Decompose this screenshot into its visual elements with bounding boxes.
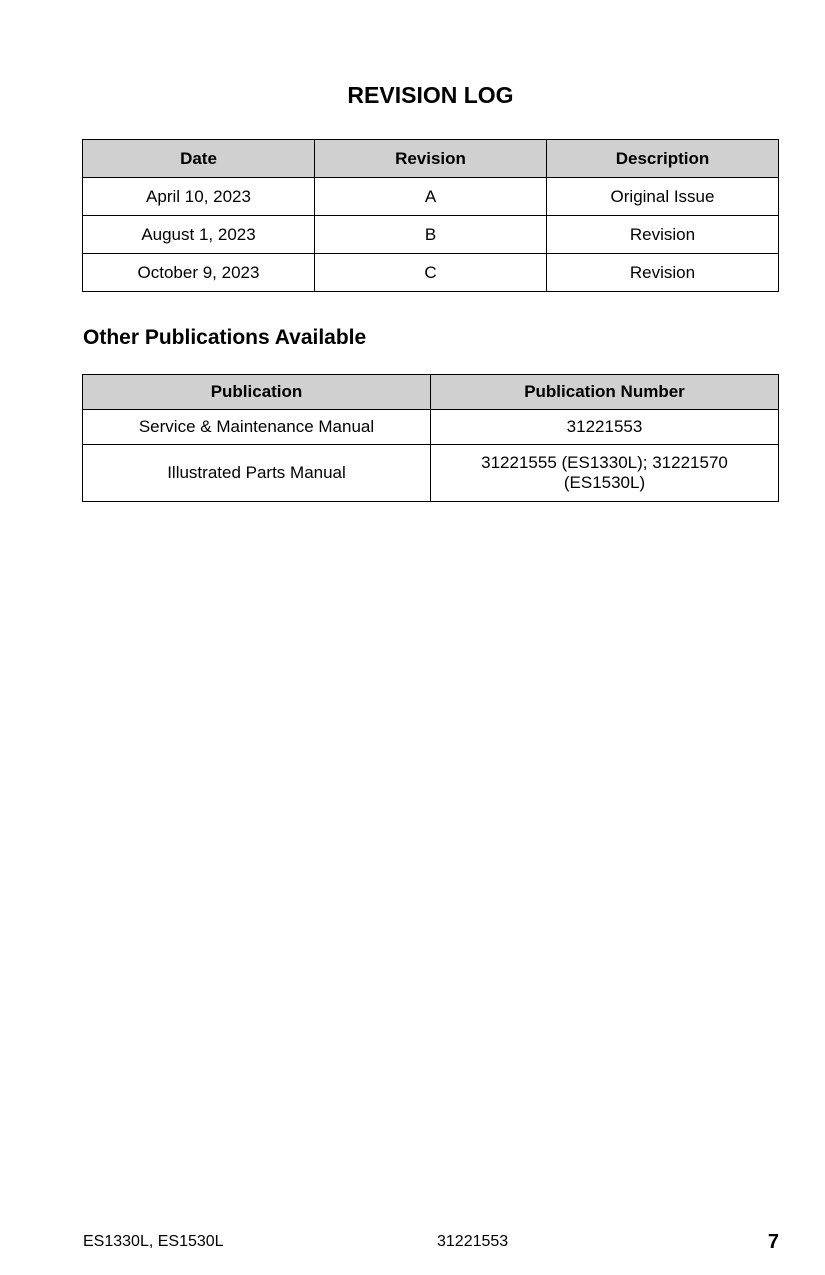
- cell-date: April 10, 2023: [83, 178, 315, 216]
- publications-table: [82, 374, 779, 502]
- section-heading-publications: Other Publications Available: [83, 326, 367, 349]
- cell-publication: Illustrated Parts Manual: [83, 445, 431, 502]
- table-row: [83, 254, 779, 292]
- table-header-row: [83, 375, 779, 410]
- footer-document-number: 31221553: [437, 1233, 509, 1250]
- column-header-publication-number: Publication Number: [431, 375, 779, 410]
- table-row: [83, 445, 779, 502]
- column-header-description: Description: [547, 140, 779, 178]
- cell-date: October 9, 2023: [83, 254, 315, 292]
- cell-revision: C: [315, 254, 547, 292]
- cell-publication-number: 31221553: [431, 410, 779, 445]
- table-header-row: [83, 140, 779, 178]
- column-header-publication: Publication: [83, 375, 431, 410]
- column-header-date: Date: [83, 140, 315, 178]
- cell-revision: B: [315, 216, 547, 254]
- cell-date: August 1, 2023: [83, 216, 315, 254]
- cell-publication: Service & Maintenance Manual: [83, 410, 431, 445]
- cell-description: Revision: [547, 254, 779, 292]
- table-row: [83, 216, 779, 254]
- cell-publication-number: 31221555 (ES1330L); 31221570 (ES1530L): [431, 445, 779, 502]
- revision-log-table: [82, 139, 779, 292]
- cell-description: Revision: [547, 216, 779, 254]
- table-row: [83, 178, 779, 216]
- page-title: REVISION LOG: [347, 82, 514, 108]
- column-header-revision: Revision: [315, 140, 547, 178]
- cell-revision: A: [315, 178, 547, 216]
- cell-description: Original Issue: [547, 178, 779, 216]
- table-row: [83, 410, 779, 445]
- footer-models: ES1330L, ES1530L: [83, 1233, 224, 1250]
- page-number: 7: [767, 1231, 779, 1253]
